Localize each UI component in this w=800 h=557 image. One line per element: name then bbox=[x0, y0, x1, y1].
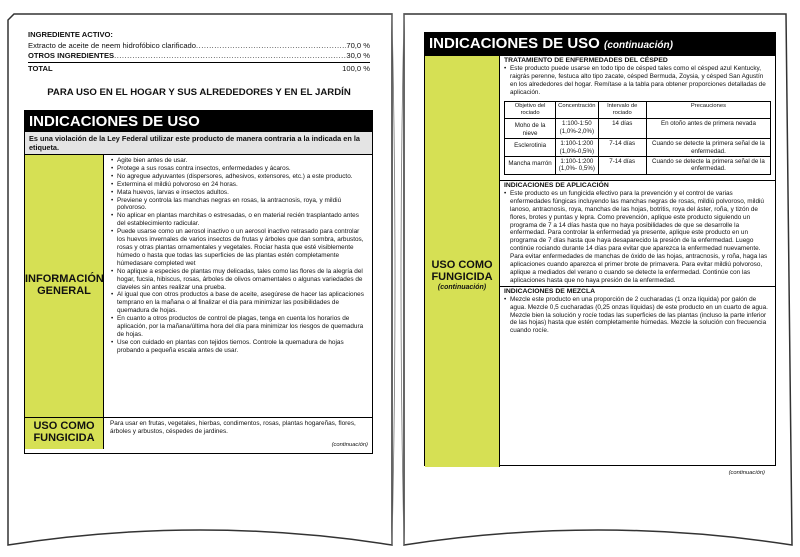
table-cell: Cuando se detecte la primera señal de la enfermedad. bbox=[646, 139, 770, 157]
active-name: Extracto de aceite de neem hidrofóbico clarificado bbox=[28, 40, 197, 50]
table-cell: 1:100-1:200 (1,0%-0,5%) bbox=[556, 139, 598, 157]
right-continued: (continuación) bbox=[728, 470, 765, 476]
right-side-label-line2: FUNGICIDA bbox=[431, 271, 493, 283]
general-bullets bbox=[110, 157, 369, 355]
fungicide-section bbox=[25, 418, 372, 449]
right-side-label bbox=[425, 259, 499, 292]
general-bullet: • Previene y controla las manchas negras en rosas, la antracnosis, roya, y mildiú polvoroso. bbox=[117, 197, 369, 213]
table-cell: 1:100-1:50 (1,0%-2,0%) bbox=[556, 119, 598, 139]
other-ingredient-row bbox=[28, 51, 370, 62]
general-label bbox=[25, 273, 103, 297]
right-title-text: INDICACIONES DE USO bbox=[429, 35, 600, 52]
left-title: INDICACIONES DE USO bbox=[25, 111, 372, 132]
general-bullet: • Puede usarse como un aerosol inactivo o un aerosol inactivo retrasado para controlar los huevos invernales de varios insectos de frutas y árboles que dan sombra, arbustos, rosas y otras plantas ornamentales y vegetales. Rociar hasta que esté visiblemente húmedo o hasta que todas las superficies de las plantas estén completamente húmedasare completed wet bbox=[117, 228, 369, 268]
left-continued: (continuación) bbox=[331, 442, 368, 448]
general-label-line2: GENERAL bbox=[37, 285, 91, 297]
fungicide-text: Para usar en frutas, vegetales, hierbas, condimentos, rosas, plantas hogareñas, flores, árboles y arbustos, céspedes de jardines. bbox=[110, 420, 356, 435]
lawn-list bbox=[504, 65, 771, 97]
table-cell: 14 días bbox=[598, 119, 646, 139]
general-bullet: • Agite bien antes de usar. bbox=[117, 157, 369, 165]
general-text bbox=[104, 155, 372, 417]
right-side-label-line3: (continuación) bbox=[437, 284, 487, 291]
active-ingredient-row bbox=[28, 41, 370, 52]
table-cell: Cuando se detecte la primera señal de la enfermedad. bbox=[646, 157, 770, 175]
table-cell: 7-14 días bbox=[598, 139, 646, 157]
general-bullet: • Mata huevos, larvas e insectos adultos. bbox=[117, 189, 369, 197]
general-section bbox=[25, 155, 372, 418]
right-directions-box bbox=[424, 32, 776, 476]
table-header: Precauciones bbox=[646, 101, 770, 119]
table-cell: Esclerotinia bbox=[505, 139, 556, 157]
total-value: 100,0 % bbox=[342, 63, 370, 73]
table-header: Objetivo del rociado bbox=[505, 101, 556, 119]
lawn-table bbox=[504, 101, 771, 175]
table-header: Concentración bbox=[556, 101, 598, 119]
lawn-section bbox=[500, 56, 775, 181]
total-row bbox=[28, 64, 370, 75]
right-title bbox=[425, 33, 775, 56]
total-name: TOTAL bbox=[28, 63, 53, 73]
table-cell: En otoño antes de primera nevada bbox=[646, 119, 770, 139]
right-side-label-line1: USO COMO bbox=[431, 259, 493, 271]
table-cell: Mancha marrón bbox=[505, 157, 556, 175]
application-list bbox=[504, 190, 771, 285]
ingredients-block bbox=[28, 30, 370, 74]
general-bullet: • No aplique a especies de plantas muy delicadas, tales como las flores de la alegría del hogar, fucsia, hibiscus, rosas, árboles de olivos ornamentales o algunas variedades de claveles sin antes realizar una prueba. bbox=[117, 268, 369, 292]
general-bullet: • Protege a sus rosas contra insectos, enfermedades y ácaros. bbox=[117, 165, 369, 173]
active-value: 70,0 % bbox=[346, 40, 370, 50]
table-cell: 1:100-1:200 (1,0%- 0,5%) bbox=[556, 157, 598, 175]
general-bullet: • Al igual que con otros productos a base de aceite, asegúrese de hacer las aplicaciones temprano en la mañana o al finalizar el día para minimizar las posibilidades de quemadura de hojas. bbox=[117, 291, 369, 315]
table-row bbox=[505, 139, 771, 157]
general-bullet: • No agregue adyuvantes (dispersores, adhesivos, extensores, etc.) a este producto. bbox=[117, 173, 369, 181]
general-bullet: • Use con cuidado en plantas con tejidos tiernos. Controle la quemadura de hojas probando a pequeña escala antes de usar. bbox=[117, 339, 369, 355]
general-bullet: • No aplicar en plantas marchitas o estresadas, o en material recién trasplantado antes del establecimiento radicular. bbox=[117, 212, 369, 228]
mix-section bbox=[500, 287, 775, 337]
active-title: INGREDIENTE ACTIVO: bbox=[28, 30, 113, 39]
mix-title: INDICACIONES DE MEZCLA bbox=[504, 287, 596, 295]
application-text: • Este producto es un fungicida efectivo para la prevención y el control de varias enfermedades fúngicas incluyendo las manchas negras de rosas, mildiú polvoroso, mildiú lanoso, antracnosis, roya, manchas de las hojas, botritis, roya del áster, roña, y tizón de flores, brotes y puntas y lepra. Como prevención, aplique este producto siguiendo un programa de 7 a 14 días hasta que no haya posibilidades de que se desarrolle la enfermedad. Para controlar la enfermedad ya presente, aplique este producto en un programa de 7 días hasta que haya desaparecido la presión de la enfermedad. Luego continúe rociando durante 14 días para evitar que aparezca la enfermedad nuevamente. Para evitar enfermedades de manchas de óxido de las hojas, antracnosis, y roña, haga las aplicaciones cuando aparezca el primer brote de primavera. Para evitar mildiú polvoroso, aplique a mediados del verano o cuando se detecte la enfermedad. Continúe con las aplicaciones hasta que no haya presión de la enfermedad. bbox=[510, 190, 771, 285]
left-directions-box bbox=[24, 110, 373, 454]
general-bullet: • En cuanto a otros productos de control de plagas, tenga en cuenta los horarios de aplicación, por la mañana/última hora del día para minimizar los riesgos de quemadura de hojas. bbox=[117, 315, 369, 339]
lawn-title: TRATAMIENTO DE ENFERMEDADES DEL CÉSPED bbox=[504, 57, 668, 64]
application-title: INDICACIONES DE APLICACIÓN bbox=[504, 181, 609, 189]
other-value: 30,0 % bbox=[346, 51, 370, 61]
other-name: OTROS INGREDIENTES bbox=[28, 51, 115, 61]
lawn-text: • Este producto puede usarse en todo tipo de césped tales como el césped azul Kentucky, raigrás perenne, festuca alto tipo zacate, césped Bermuda, Zoysia, y césped San Agustín en los alrededores del hogar. Remítase a la tabla para obtener proporciones detalladas de aplicación. bbox=[510, 65, 771, 97]
general-bullet: • Extermina el mildiú polvoroso en 24 horas. bbox=[117, 181, 369, 189]
fungicide-label-line1: USO COMO bbox=[33, 420, 95, 432]
table-row bbox=[505, 119, 771, 139]
table-cell: 7-14 días bbox=[598, 157, 646, 175]
fungicide-label bbox=[25, 421, 103, 444]
use-statement: PARA USO EN EL HOGAR Y SUS ALREDEDORES Y EN EL JARDÍN bbox=[47, 87, 351, 98]
violation-statement: Es una violación de la Ley Federal utilizar este producto de manera contraria a la indicada en la etiqueta. bbox=[25, 132, 372, 155]
mix-text: • Mezcle este producto en una proporción de 2 cucharadas (1 onza líquida) por galón de agua. Mezcle 0,5 cucharadas (0,25 onzas líquidas) de este producto en un cuarto de agua. Mezcle bien la solución y rocíe todas las superficies de las plantas (incluso la parte inferior de las hojas) hasta que estén completamente húmedas. Mezcle la solución con frecuencia cuando rocíe. bbox=[510, 296, 771, 336]
application-section bbox=[500, 181, 775, 287]
fungicide-label-line2: FUNGICIDA bbox=[33, 431, 95, 444]
general-label-line1: INFORMACIÓN bbox=[25, 273, 104, 285]
table-cell: Moho de la nieve bbox=[505, 119, 556, 139]
table-header: Intervalo de rociado bbox=[598, 101, 646, 119]
mix-list bbox=[504, 296, 771, 336]
table-row bbox=[505, 157, 771, 175]
right-title-cont: (continuación) bbox=[604, 40, 673, 51]
